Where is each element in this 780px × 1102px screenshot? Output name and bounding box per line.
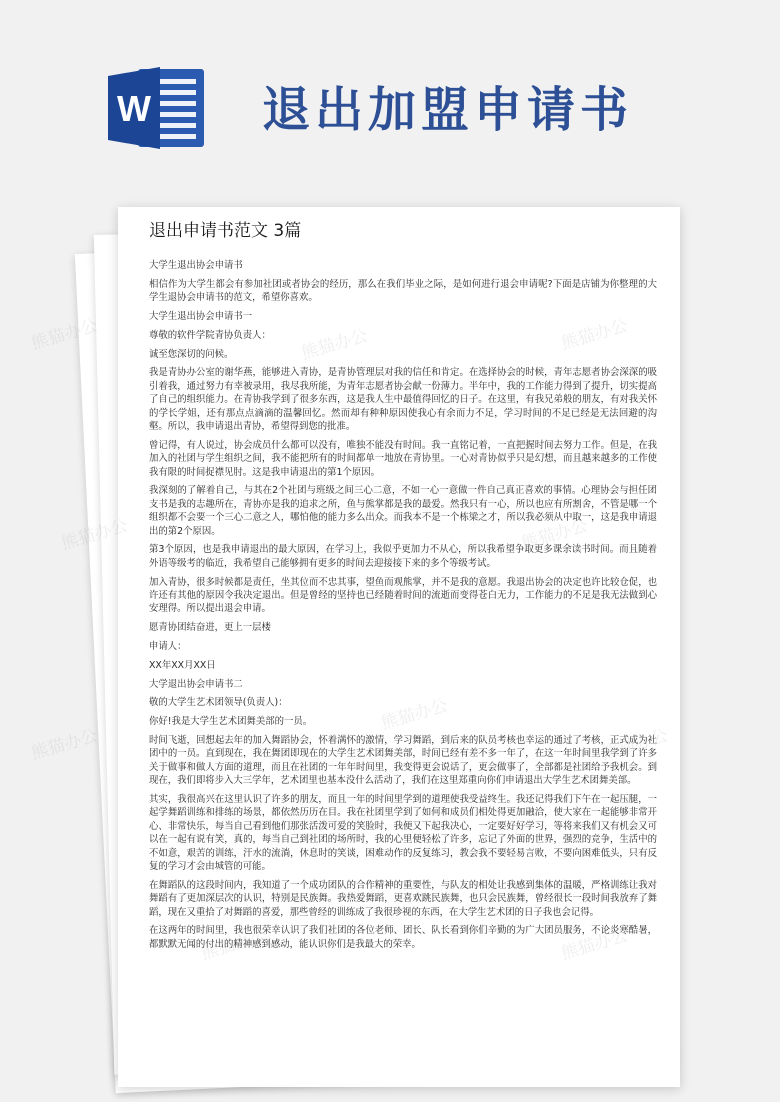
paragraph: 诚至您深切的问候。	[149, 348, 234, 360]
header-banner	[0, 0, 780, 200]
paragraph: 申请人：	[149, 641, 187, 653]
paragraph: 愿青协团结奋进，更上一层楼	[149, 622, 271, 634]
paragraph: 曾记得，有人说过，协会成员什么都可以没有，唯独不能没有时间。我一直铭记着，一直把握时间去努力工作。但是，在我加入的社团与学生组织之间，我不能把所有的时间都单一地放在青协里。一心对青协似乎只是幻想，而且越来越多的工作使我有限的时间捉襟见肘。这是我申请退出的第1个原因。	[149, 439, 657, 478]
paragraph: 大学退出协会申请书二	[149, 678, 243, 690]
paragraph: 大学生退出协会申请书一	[149, 311, 253, 322]
paragraph: 其实，我很高兴在这里认识了许多的朋友，而且一年的时间里学到的道理使我受益终生。我还记得我们下午在一起压腿，一起学舞蹈训练和排练的场景，都依然历历在目。我在社团里学到了如何和成员们相处得更加融洽，使大家在一起能够非常开心、非常快乐，每当自己看到他们那张活泼可爱的笑脸时，我便又下起我决心，一定要好好学习，等将来我们又有机会又可以在一起有说有笑，真的，每当自己到社团的场所时，我的心里便轻松了许多，忘记了外面的世界，强烈的竞争，生活中的不如意，艰苦的训练，汗水的流淌，休息时的笑谈，困难动作的反复练习，教会我不要轻易言败，不要向困难低头，只有反复的学习才会由城管的可能。	[149, 794, 657, 873]
document-content	[149, 219, 657, 957]
paragraph: 时间飞逝，回想起去年的加入舞蹈协会，怀着满怀的激情，学习舞蹈，到后来的队员考核也幸运的通过了考核，正式成为社团中的一员。直到现在，我在舞团即现在的大学生艺术团舞美部，时间已经有差不多一年了，在这一年时间里我学到了许多关于做事和做人方面的道理，而且在社团的一年年时间里，我变得更会说话了，更会做事了，全部都是社团给予我机会。到现在，我们即将步入大三学年，艺术团里也基本没什么活动了，我们在这里郑重向你们申请退出大学生艺术团舞美部。	[149, 735, 657, 787]
paragraph: 加入青协，很多时候都是责任，坐其位而不忠其事，望鱼而观熊掌，并不是我的意愿。我退出协会的决定也许比较仓促，也许还有其他的原因令我决定退出。但是曾经的坚持也已经随着时间的流逝而变得苍白无力，工作能力的不足是我无法做到心安理得。所以提出退会申请。	[149, 576, 657, 615]
paragraph: 在这两年的时间里，我也很荣幸认识了我们社团的各位老师、团长、队长看到你们辛勤的为广大团员服务，不论炎寒酷暑，都默默无闻的付出的精神感到感动，能认识你们是我最大的荣幸。	[149, 925, 657, 950]
page-title: 退出加盟申请书	[262, 82, 634, 138]
document-page	[118, 207, 680, 1087]
paragraph: 第3个原因，也是我申请退出的最大原因，在学习上，我似乎更加力不从心，所以我希望争取更多课余读书时间。而且随着外语等级考的临近，我希望自己能够拥有更多的时间去迎接接下来的多个等级考试。	[149, 544, 657, 569]
paragraph: 相信作为大学生都会有参加社团或者协会的经历，那么在我们毕业之际，是如何进行退会申请呢?下面是店铺为你整理的大学生退协会申请书的范文，希望你喜欢。	[149, 278, 657, 304]
paragraph: 尊敬的软件学院青协负责人：	[149, 329, 271, 341]
paragraph: 我深刻的了解着自己，与其在2个社团与班级之间三心二意，不如一心一意做一件自己真正喜欢的事情。心理协会与担任团支书是我的志趣所在，青协亦是我的追求之所，鱼与熊掌都是我的最爱。然我只有一心，所以也应有所割舍，不管是哪一个组织都不会要一个三心二意之人，哪怕他的能力多么出众。而我本不是一个栋梁之才，所以我必须从中取一，这是我申请退出的第2个原因。	[149, 485, 657, 537]
paragraph: 我是青协办公室的谢华燕，能够进入青协，是青协管理层对我的信任和肯定。在选择协会的时候，青年志愿者协会深深的吸引着我，通过努力有幸被录用，我尽我所能，为青年志愿者协会献一份薄力。半年中，我的工作能力得到了提升，切实提高了自己的组织能力。在青协我学到了很多东西，这是我人生中最值得回忆的日子。在这里，有我兄弟般的朋友，有对我关怀的学长学姐，还有那点点滴滴的温馨回忆。然而却有种种原因使我心有余而力不足，学习时间的不足已经是无法回避的沟壑。所以，我申请退出青协，希望得到您的批准。	[149, 367, 657, 433]
paragraph: 你好!我是大学生艺术团舞美部的一员。	[149, 716, 313, 728]
watermark: 熊猫办公	[29, 315, 101, 354]
word-doc-icon	[108, 66, 208, 150]
paragraph: 敬的大学生艺术团领导(负责人)：	[149, 697, 288, 709]
paragraph: 在舞蹈队的这段时间内，我知道了一个成功团队的合作精神的重要性，与队友的相处让我感到集体的温暖，严格训练让我对舞蹈有了更加深层次的认识，特别是民族舞。我热爱舞蹈，更喜欢跳民族舞，也只会民族舞，曾经很长一段时间我放弃了舞蹈，现在又重拾了对舞蹈的喜爱，那些曾经的训练成了我很珍视的东西，在大学生艺术团的日子我也会记得。	[149, 879, 657, 918]
paragraph: 大学生退出协会申请书	[149, 260, 243, 271]
document-title: 退出申请书范文 3篇	[149, 221, 302, 241]
svg-text:W: W	[117, 88, 151, 129]
paragraph: XX年XX月XX日	[149, 659, 216, 671]
watermark: 熊猫办公	[29, 725, 101, 764]
